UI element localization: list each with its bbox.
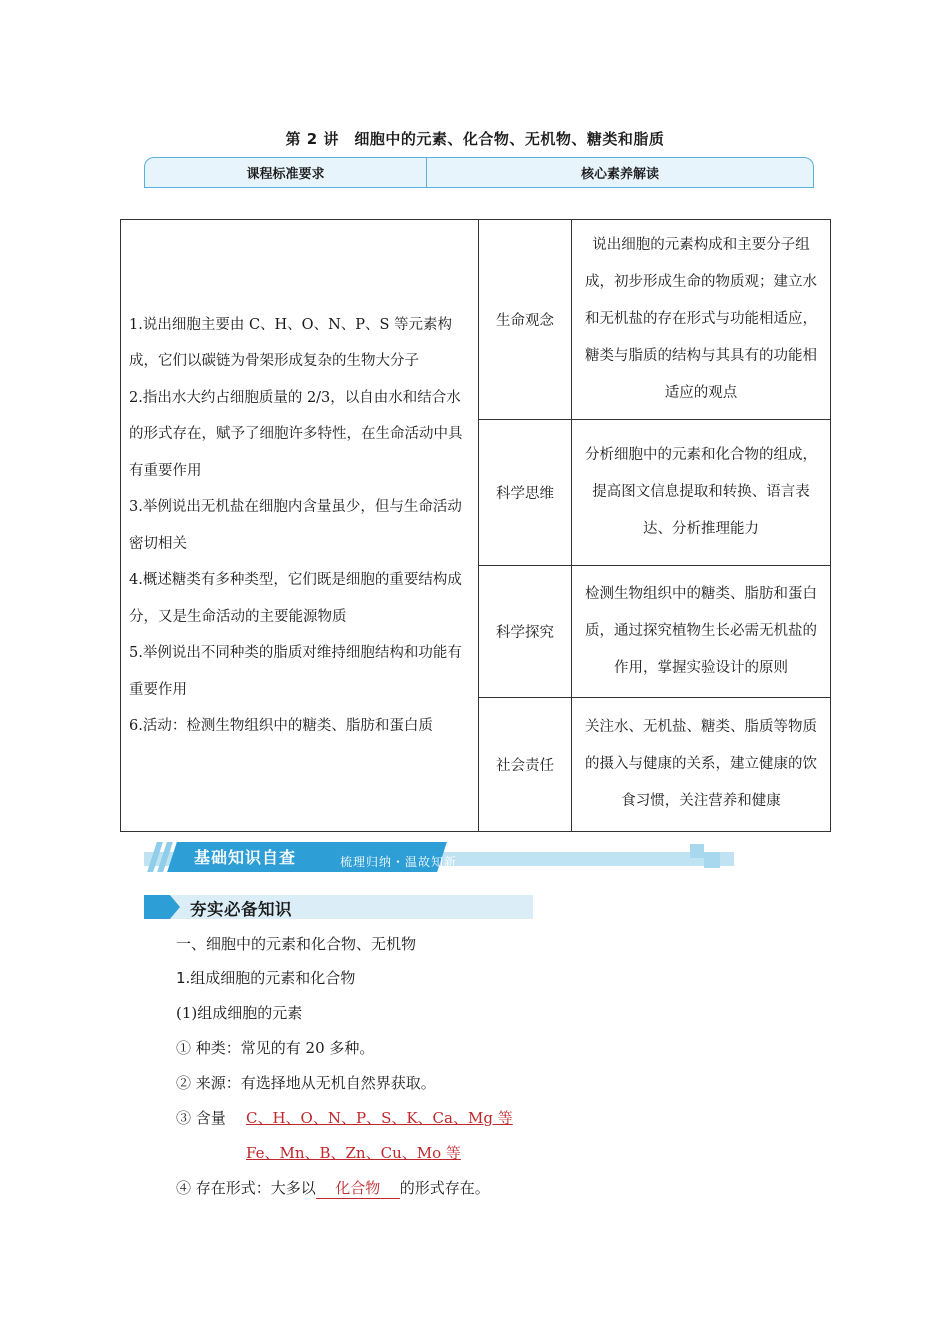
- standard-item: 1.说出细胞主要由 C、H、O、N、P、S 等元素构成，它们以碳链为骨架形成复杂的生物大分子: [129, 316, 453, 369]
- literacy-dimension: 生命观念: [479, 220, 572, 420]
- page-title: 第 2 讲 细胞中的元素、化合物、无机物、糖类和脂质: [285, 130, 665, 148]
- literacy-dimension: 科学思维: [479, 420, 572, 566]
- answer-blank: 化合物: [316, 1177, 400, 1199]
- list-item-label: ③ 含量: [176, 1109, 226, 1127]
- standard-item: 3.举例说出无机盐在细胞内含量虽少，但与生命活动密切相关: [129, 499, 462, 552]
- banner-subtitle: 梳理归纳・温故知新: [340, 855, 458, 869]
- heading-level3: (1)组成细胞的元素: [176, 1004, 303, 1022]
- table-header-bar: [144, 157, 814, 188]
- item-prefix: ④ 存在形式：大多以: [176, 1179, 316, 1197]
- decor-square: [704, 852, 720, 868]
- list-item: ② 来源：有选择地从无机自然界获取。: [176, 1074, 436, 1092]
- standards-table: [120, 219, 831, 832]
- list-item: [176, 1177, 490, 1199]
- list-item: ① 种类：常见的有 20 多种。: [176, 1039, 375, 1057]
- literacy-description: 说出细胞的元素构成和主要分子组成，初步形成生命的物质观；建立水和无机盐的存在形式与功能相适应，糖类与脂质的结构与其具有的功能相适应的观点: [572, 220, 831, 420]
- section-banner: [144, 842, 734, 872]
- literacy-description: 分析细胞中的元素和化合物的组成，提高图文信息提取和转换、语言表达、分析推理能力: [572, 420, 831, 566]
- header-literacy: 核心素养解读: [580, 167, 659, 182]
- literacy-description: 关注水、无机盐、糖类、脂质等物质的摄入与健康的关系，建立健康的饮食习惯，关注营养和健康: [572, 698, 831, 832]
- standards-cell: [121, 220, 479, 832]
- literacy-dimension: 科学探究: [479, 566, 572, 698]
- subsection-title: 夯实必备知识: [190, 900, 292, 919]
- standard-item: 2.指出水大约占细胞质量的 2/3，以自由水和结合水的形式存在，赋予了细胞许多特性，在生命活动中具有重要作用: [129, 389, 463, 479]
- heading-level2: 1.组成细胞的元素和化合物: [176, 969, 356, 987]
- literacy-description: 检测生物组织中的糖类、脂肪和蛋白质，通过探究植物生长必需无机盐的作用，掌握实验设计的原则: [572, 566, 831, 698]
- standard-item: 6.活动：检测生物组织中的糖类、脂肪和蛋白质: [129, 718, 433, 734]
- heading-level1: 一、细胞中的元素和化合物、无机物: [176, 935, 417, 953]
- item-suffix: 的形式存在。: [399, 1179, 490, 1197]
- answer-minor-elements: Fe、Mn、B、Zn、Cu、Mo 等: [246, 1144, 461, 1162]
- answer-major-elements: C、H、O、N、P、S、K、Ca、Mg 等: [246, 1109, 513, 1127]
- header-standards: 课程标准要求: [145, 158, 427, 187]
- literacy-dimension: 社会责任: [479, 698, 572, 832]
- decor-square: [690, 844, 704, 858]
- standard-item: 5.举例说出不同种类的脂质对维持细胞结构和功能有重要作用: [129, 645, 462, 698]
- standard-item: 4.概述糖类有多种类型，它们既是细胞的重要结构成分，又是生命活动的主要能源物质: [129, 572, 462, 625]
- banner-title: 基础知识自查: [194, 848, 297, 867]
